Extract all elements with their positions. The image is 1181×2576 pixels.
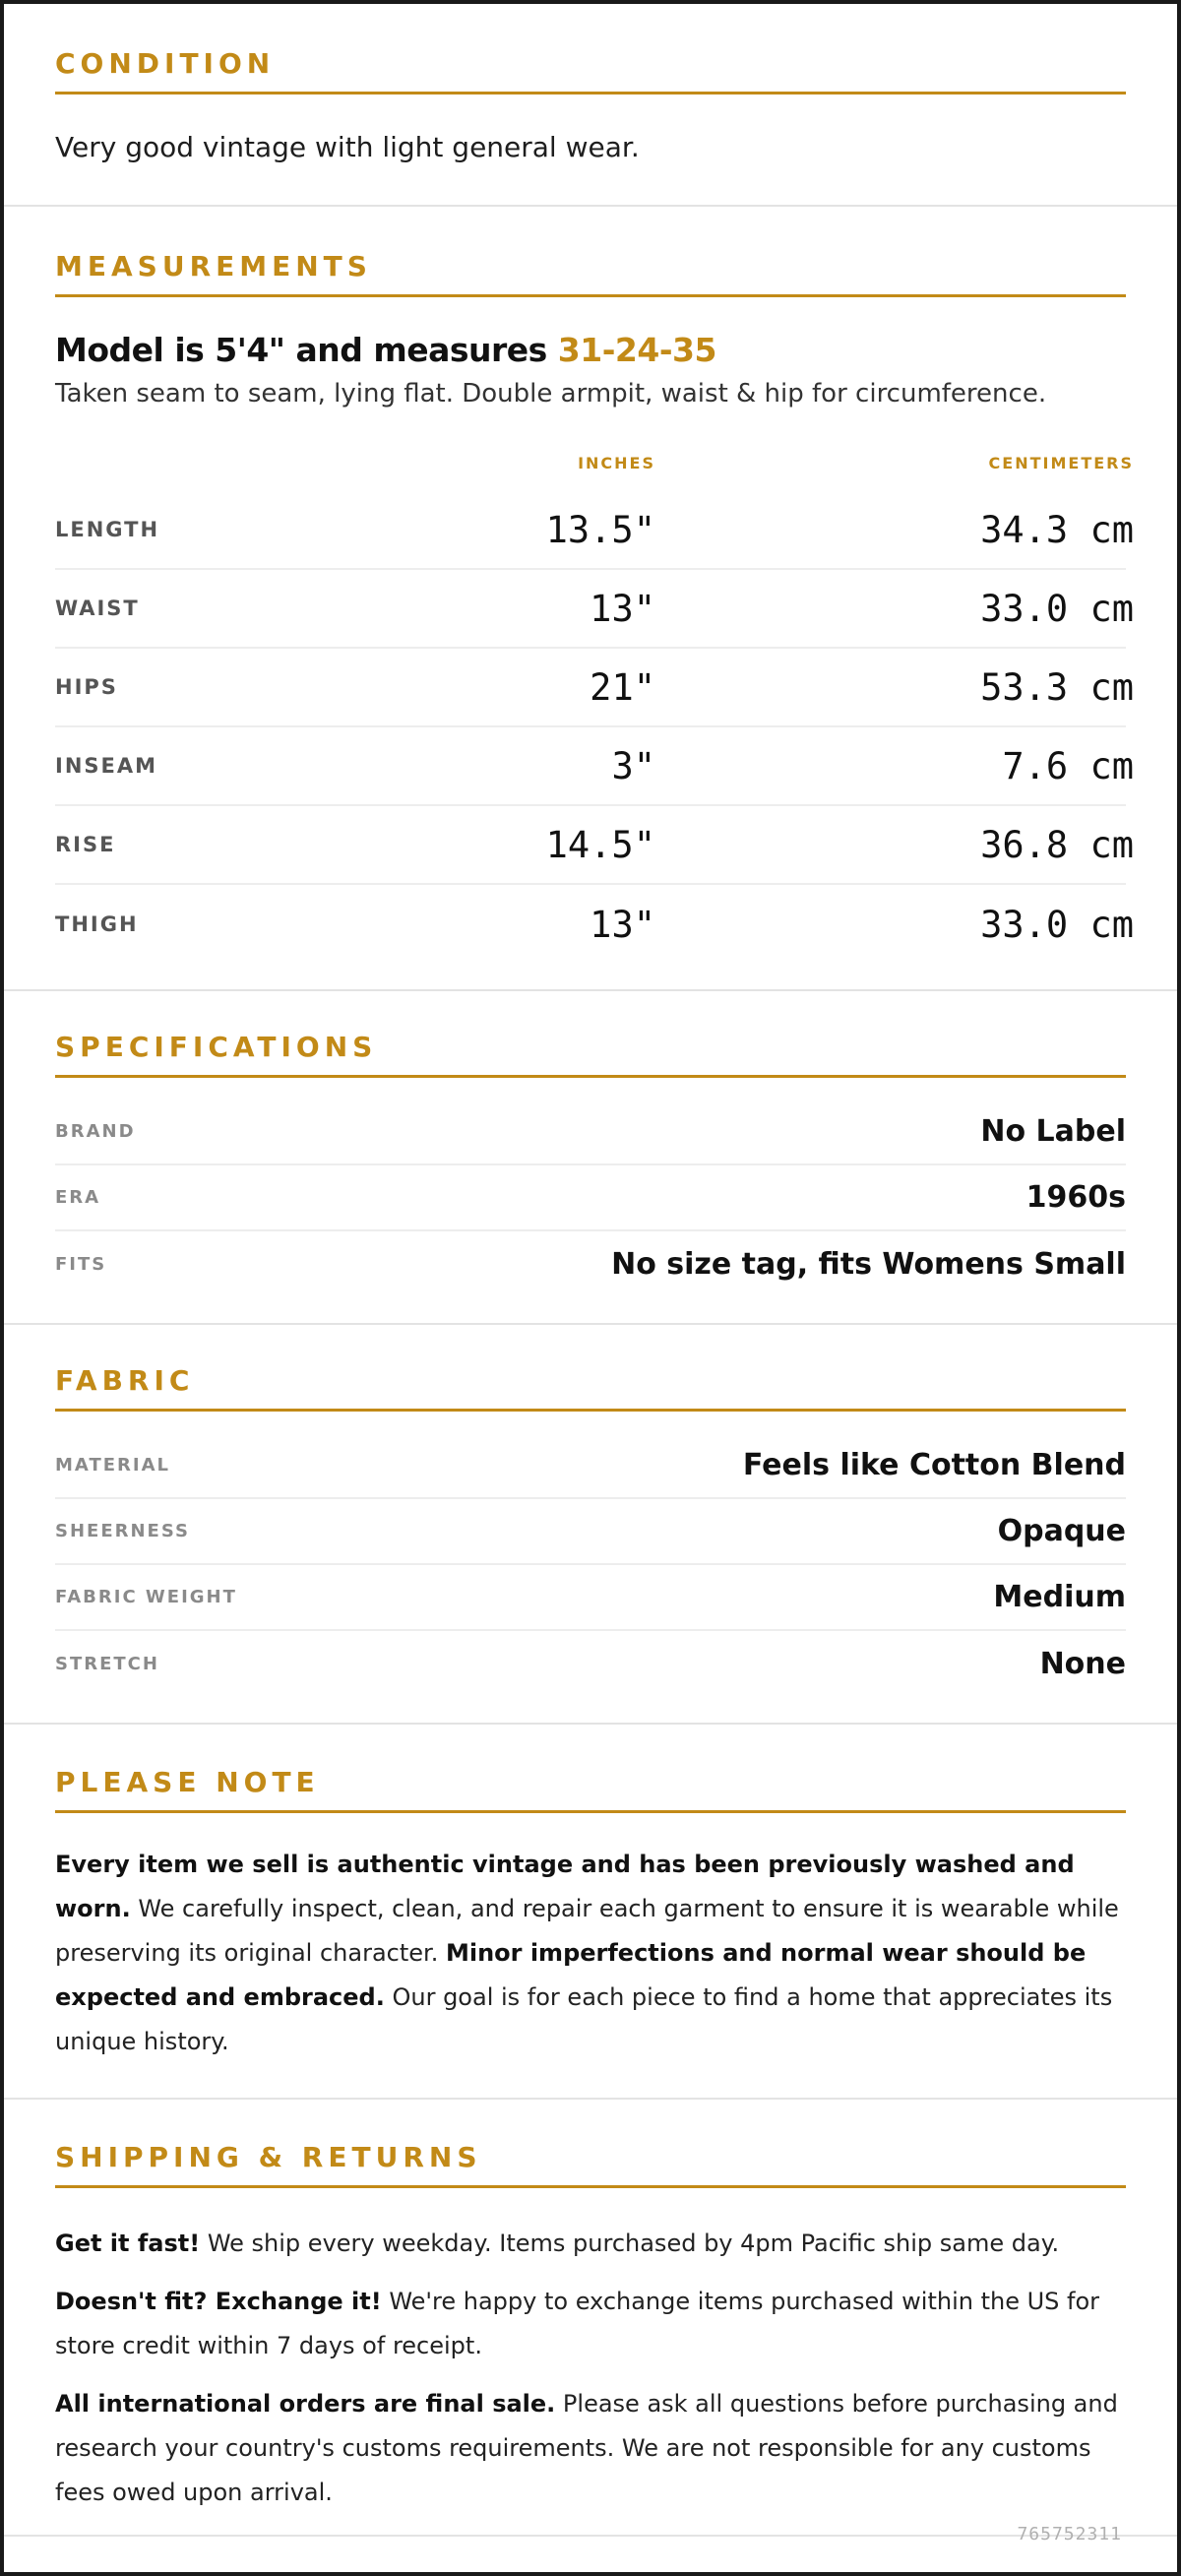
spec-label: BRAND: [55, 1121, 136, 1143]
note-bold-2: Minor imperfections and normal wear should be expected and embraced.: [55, 1939, 1087, 2012]
model-measures-value: 31-24-35: [557, 331, 716, 370]
fabric-label: MATERIAL: [55, 1455, 170, 1476]
shipping-returns-title: SHIPPING & RETURNS: [55, 2141, 1126, 2188]
measurement-label: LENGTH: [55, 518, 160, 542]
spec-label: FITS: [55, 1254, 107, 1276]
condition-section: [4, 4, 1177, 207]
list-item: [55, 1565, 1126, 1631]
note-text-1: We carefully inspect, clean, and repair each garment to ensure it is wearable while preserving its original character.: [55, 1895, 1119, 1968]
condition-title: CONDITION: [55, 47, 1126, 94]
measurement-label: INSEAM: [55, 754, 158, 779]
measurements-subtitle: Taken seam to seam, lying flat. Double armpit, waist & hip for circumference.: [55, 379, 1047, 409]
shipping-bold-1: Get it fast!: [55, 2230, 201, 2258]
table-row: [55, 649, 1134, 727]
measurement-inches: 13": [590, 903, 655, 946]
measurement-inches: 14.5": [545, 823, 655, 866]
measurement-cm: 36.8 cm: [980, 823, 1134, 866]
model-measures-prefix: Model is 5'4" and measures: [55, 331, 558, 370]
measurement-cm: 33.0 cm: [980, 903, 1134, 946]
list-item: [55, 1631, 1126, 1697]
specifications-title: SPECIFICATIONS: [55, 1031, 1126, 1078]
measurement-cm: 53.3 cm: [980, 665, 1134, 709]
table-row: [55, 570, 1134, 649]
list-item: [55, 1433, 1126, 1499]
shipping-text-3: Please ask all questions before purchasing and research your country's customs requirements. We are not responsible for any customs fees owed upon arrival.: [55, 2390, 1118, 2507]
fabric-value: Feels like Cotton Blend: [742, 1448, 1126, 1483]
fabric-label: FABRIC WEIGHT: [55, 1587, 237, 1608]
measurement-label: HIPS: [55, 675, 118, 700]
spec-value: No size tag, fits Womens Small: [611, 1247, 1126, 1283]
shipping-text-2: We're happy to exchange items purchased within the US for store credit within 7 days of receipt.: [55, 2288, 1100, 2360]
fabric-label: SHEERNESS: [55, 1521, 190, 1542]
product-id: 765752311: [1017, 2524, 1122, 2545]
measurement-cm: 7.6 cm: [1002, 744, 1134, 787]
fabric-label: STRETCH: [55, 1654, 159, 1675]
shipping-text-1: We ship every weekday. Items purchased by 4pm Pacific ship same day.: [200, 2230, 1060, 2258]
shipping-paragraph-2: [55, 2280, 1126, 2368]
shipping-paragraph-1: [55, 2222, 1126, 2266]
specifications-section: [4, 991, 1177, 1325]
table-row: [55, 727, 1134, 806]
fabric-section: [4, 1325, 1177, 1725]
measurements-title: MEASUREMENTS: [55, 250, 1126, 297]
measurement-inches: 13.5": [545, 508, 655, 551]
condition-text: Very good vintage with light general wear.: [55, 131, 640, 163]
fabric-list: [55, 1433, 1126, 1697]
please-note-title: PLEASE NOTE: [55, 1766, 1126, 1813]
fabric-value: Medium: [993, 1580, 1126, 1615]
measurements-table-header: [55, 426, 1134, 491]
table-row: [55, 885, 1134, 964]
spec-value: No Label: [980, 1114, 1126, 1150]
measurement-inches: 3": [611, 744, 655, 787]
please-note-section: [4, 1725, 1177, 2100]
measurement-cm: 33.0 cm: [980, 587, 1134, 630]
spec-label: ERA: [55, 1187, 101, 1209]
shipping-paragraph-3: [55, 2382, 1126, 2515]
table-row: [55, 806, 1134, 885]
shipping-bold-3: All international orders are final sale.: [55, 2390, 556, 2419]
measurement-inches: 13": [590, 587, 655, 630]
model-measures-heading: [55, 331, 1126, 369]
measurement-inches: 21": [590, 665, 655, 709]
measurement-label: RISE: [55, 833, 116, 857]
measurement-label: WAIST: [55, 597, 140, 621]
measurements-table: [55, 426, 1134, 964]
centimeters-column-header: CENTIMETERS: [988, 453, 1134, 472]
fabric-value: Opaque: [997, 1514, 1126, 1549]
specifications-list: [55, 1100, 1126, 1297]
shipping-returns-section: [4, 2100, 1177, 2537]
fabric-value: None: [1039, 1647, 1126, 1682]
list-item: [55, 1499, 1126, 1565]
inches-column-header: INCHES: [578, 453, 655, 472]
fabric-title: FABRIC: [55, 1364, 1126, 1412]
list-item: [55, 1231, 1126, 1297]
table-row: [55, 491, 1134, 570]
please-note-text: [55, 1843, 1126, 2064]
list-item: [55, 1100, 1126, 1165]
spec-value: 1960s: [1026, 1180, 1126, 1216]
measurement-cm: 34.3 cm: [980, 508, 1134, 551]
shipping-bold-2: Doesn't fit? Exchange it!: [55, 2288, 382, 2316]
note-bold-1: Every item we sell is authentic vintage and has been previously washed and worn.: [55, 1851, 1075, 1923]
list-item: [55, 1165, 1126, 1231]
note-text-2: Our goal is for each piece to find a home that appreciates its unique history.: [55, 1983, 1113, 2056]
measurement-label: THIGH: [55, 912, 139, 937]
measurements-section: [4, 207, 1177, 991]
